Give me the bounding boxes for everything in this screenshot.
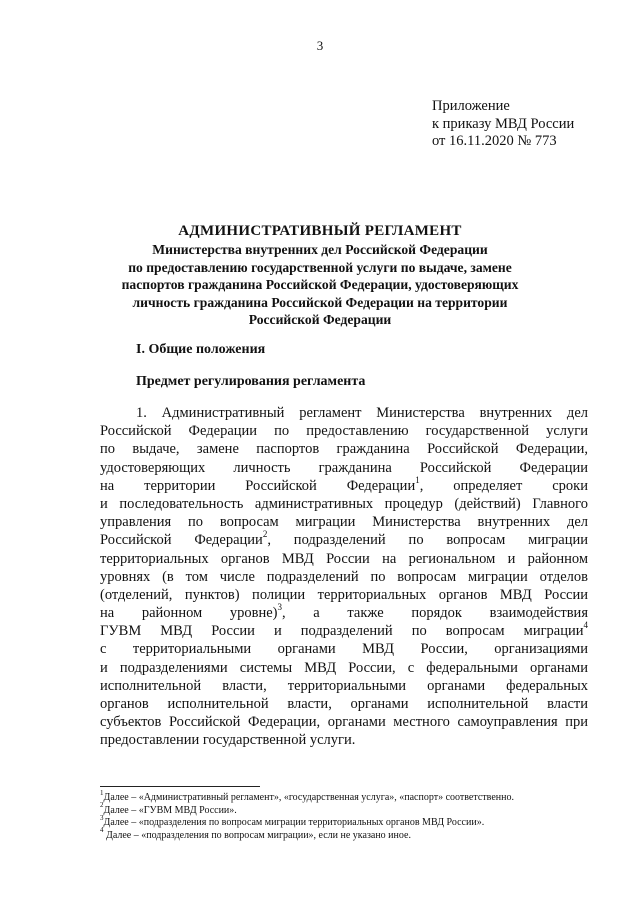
title-sub-line: по предоставлению государственной услуги по выдаче, замене <box>128 259 512 275</box>
appendix-block <box>432 98 574 151</box>
footnote-number: 2 <box>100 801 104 810</box>
paragraph-line: 1. Административный регламент Министерства внутренних дел <box>136 405 588 421</box>
footnote-mark: 2 <box>262 529 268 540</box>
footnote-item <box>100 826 570 843</box>
footnote-mark: 1 <box>415 474 420 485</box>
text-run: на районном уровне) <box>100 605 278 622</box>
paragraph-line <box>100 622 588 640</box>
paragraph-line <box>100 474 588 495</box>
footnote-item <box>100 813 570 830</box>
paragraph-1 <box>100 404 588 750</box>
paragraph-line: уровнях (в том числе подразделений по вопросам миграции отделов <box>100 568 588 585</box>
paragraph-line: с территориальными органами МВД России, организациями <box>100 641 588 658</box>
text-run: Российской Федерации <box>100 532 263 549</box>
paragraph-line: (отделений, пунктов) полиции территориальных органов МВД России <box>100 586 588 603</box>
footnote-number: 1 <box>100 788 104 797</box>
title-main: АДМИНИСТРАТИВНЫЙ РЕГЛАМЕНТ <box>178 223 462 239</box>
appendix-line: Приложение <box>432 98 510 114</box>
text-run: , подразделений по вопросам миграции <box>267 532 588 549</box>
paragraph-line: удостоверяющих личность гражданина Российской Федерации <box>100 459 588 476</box>
paragraph-line <box>100 531 588 549</box>
text-run: , определяет сроки <box>419 477 588 494</box>
paragraph-line: органов исполнительной власти, органами исполнительной власти <box>100 696 588 712</box>
paragraph-line: исполнительной власти, территориальными органами федеральных <box>100 677 588 694</box>
text-run: ГУВМ МВД России и подразделений по вопросам миграции <box>100 623 584 640</box>
text-run: , а также порядок взаимодействия <box>282 605 588 622</box>
text-run: на территории Российской Федерации <box>100 477 416 494</box>
title-sub-line: Министерства внутренних дел Российской Федерации <box>152 242 488 257</box>
footnote-item <box>100 801 570 818</box>
paragraph-line: территориальных органов МВД России на региональном и районном <box>100 550 588 567</box>
footnote-number: 3 <box>100 813 104 822</box>
footnote-text: Далее – «Административный регламент», «государственная услуга», «паспорт» соответственно. <box>103 792 514 803</box>
paragraph-line: Российской Федерации по предоставлению государственной услуги <box>100 423 588 440</box>
paragraph-line: и последовательность административных процедур (действий) Главного <box>100 495 588 512</box>
paragraph-line: субъектов Российской Федерации, органами местного самоуправления при <box>100 714 588 731</box>
appendix-line: от 16.11.2020 № 773 <box>432 133 557 149</box>
paragraph-line: предоставлении государственной услуги. <box>100 732 356 749</box>
subject-heading: Предмет регулирования регламента <box>136 374 366 389</box>
footnotes <box>100 788 570 842</box>
footnote-item <box>100 788 570 805</box>
footnote-text: Далее – «ГУВМ МВД России». <box>103 804 237 816</box>
paragraph-line: и подразделениями системы МВД России, с федеральными органами <box>100 659 588 676</box>
footnote-mark: 4 <box>583 620 588 631</box>
footnote-mark: 3 <box>277 602 283 613</box>
section-heading: I. Общие положения <box>136 342 266 357</box>
paragraph-line: управления по вопросам миграции Министерства внутренних дел <box>100 514 588 531</box>
title-sub-line: Российской Федерации <box>248 312 392 328</box>
appendix-line: к приказу МВД России <box>432 115 575 132</box>
footnote-number: 4 <box>100 826 104 835</box>
paragraph-line: по выдаче, замене паспортов гражданина Российской Федерации, <box>100 441 588 458</box>
document-title <box>80 222 560 329</box>
paragraph-line <box>100 604 588 622</box>
title-sub-line: паспортов гражданина Российской Федерации, удостоверяющих <box>121 277 519 293</box>
footnote-text: Далее – «подразделения по вопросам миграции территориальных органов МВД России». <box>103 817 485 829</box>
title-sub-line: личность гражданина Российской Федерации на территории <box>132 294 508 310</box>
footnote-text: Далее – «подразделения по вопросам миграции», если не указано иное. <box>103 829 411 841</box>
footnote-divider <box>100 786 260 787</box>
page-number: 3 <box>316 38 324 53</box>
